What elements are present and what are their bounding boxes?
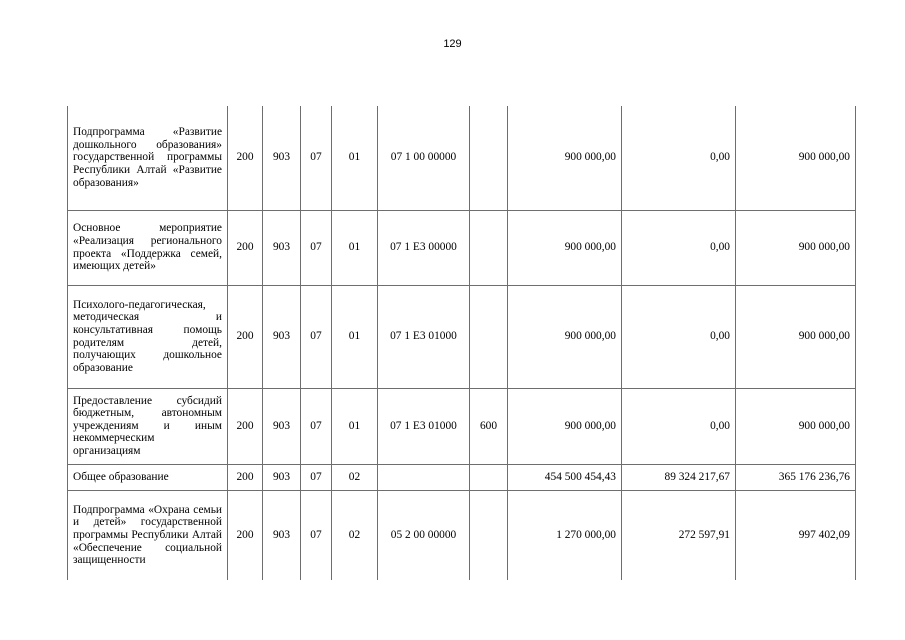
cell-code2: 903 bbox=[263, 388, 301, 464]
cell-code2: 903 bbox=[263, 464, 301, 490]
cell-section: 07 bbox=[301, 210, 332, 285]
cell-vr bbox=[470, 106, 508, 210]
cell-vr bbox=[470, 464, 508, 490]
cell-subsection: 01 bbox=[332, 106, 378, 210]
table-row bbox=[68, 106, 856, 210]
cell-code2: 903 bbox=[263, 285, 301, 388]
table-row bbox=[68, 285, 856, 388]
cell-code1: 200 bbox=[228, 106, 263, 210]
cell-code1: 200 bbox=[228, 464, 263, 490]
cell-subsection: 01 bbox=[332, 210, 378, 285]
cell-subsection: 01 bbox=[332, 285, 378, 388]
cell-section: 07 bbox=[301, 285, 332, 388]
cell-sum1: 900 000,00 bbox=[508, 106, 622, 210]
cell-target bbox=[378, 464, 470, 490]
cell-vr bbox=[470, 210, 508, 285]
cell-sum1: 900 000,00 bbox=[508, 210, 622, 285]
cell-subsection: 02 bbox=[332, 464, 378, 490]
table-row bbox=[68, 490, 856, 580]
cell-sum3: 365 176 236,76 bbox=[736, 464, 856, 490]
cell-sum2: 0,00 bbox=[622, 106, 736, 210]
cell-sum3: 997 402,09 bbox=[736, 490, 856, 580]
table-row bbox=[68, 210, 856, 285]
table-row bbox=[68, 464, 856, 490]
cell-section: 07 bbox=[301, 106, 332, 210]
cell-code1: 200 bbox=[228, 388, 263, 464]
cell-sum3: 900 000,00 bbox=[736, 106, 856, 210]
cell-section: 07 bbox=[301, 388, 332, 464]
cell-sum2: 89 324 217,67 bbox=[622, 464, 736, 490]
cell-code2: 903 bbox=[263, 490, 301, 580]
cell-vr bbox=[470, 490, 508, 580]
cell-sum3: 900 000,00 bbox=[736, 210, 856, 285]
cell-code1: 200 bbox=[228, 210, 263, 285]
table-row bbox=[68, 388, 856, 464]
cell-vr: 600 bbox=[470, 388, 508, 464]
cell-target: 07 1 E3 01000 bbox=[378, 285, 470, 388]
cell-code1: 200 bbox=[228, 285, 263, 388]
cell-sum2: 0,00 bbox=[622, 285, 736, 388]
cell-subsection: 02 bbox=[332, 490, 378, 580]
row-name: Основное мероприятие «Реализация регионального проекта «Поддержка семей, имеющих детей» bbox=[68, 210, 228, 285]
row-name: Общее образование bbox=[68, 464, 228, 490]
budget-table bbox=[67, 106, 856, 580]
row-name: Предоставление субсидий бюджетным, автономным учреждениям и иным некоммерческим организациям bbox=[68, 388, 228, 464]
cell-section: 07 bbox=[301, 464, 332, 490]
row-name: Подпрограмма «Развитие дошкольного образования» государственной программы Республики Алтай «Развитие образования» bbox=[68, 106, 228, 210]
row-name: Подпрограмма «Охрана семьи и детей» государственной программы Республики Алтай «Обеспечение социальной защищенности bbox=[68, 490, 228, 580]
cell-subsection: 01 bbox=[332, 388, 378, 464]
row-name: Психолого-педагогическая, методическая и консультативная помощь родителям детей, получающих дошкольное образование bbox=[68, 285, 228, 388]
cell-sum2: 0,00 bbox=[622, 210, 736, 285]
cell-code1: 200 bbox=[228, 490, 263, 580]
cell-sum1: 900 000,00 bbox=[508, 285, 622, 388]
cell-section: 07 bbox=[301, 490, 332, 580]
cell-code2: 903 bbox=[263, 210, 301, 285]
cell-sum3: 900 000,00 bbox=[736, 388, 856, 464]
cell-sum1: 1 270 000,00 bbox=[508, 490, 622, 580]
cell-sum3: 900 000,00 bbox=[736, 285, 856, 388]
cell-sum1: 900 000,00 bbox=[508, 388, 622, 464]
cell-vr bbox=[470, 285, 508, 388]
cell-code2: 903 bbox=[263, 106, 301, 210]
cell-target: 07 1 00 00000 bbox=[378, 106, 470, 210]
cell-sum2: 0,00 bbox=[622, 388, 736, 464]
page-number: 129 bbox=[443, 38, 462, 50]
cell-sum1: 454 500 454,43 bbox=[508, 464, 622, 490]
cell-target: 05 2 00 00000 bbox=[378, 490, 470, 580]
cell-target: 07 1 E3 00000 bbox=[378, 210, 470, 285]
cell-target: 07 1 E3 01000 bbox=[378, 388, 470, 464]
cell-sum2: 272 597,91 bbox=[622, 490, 736, 580]
